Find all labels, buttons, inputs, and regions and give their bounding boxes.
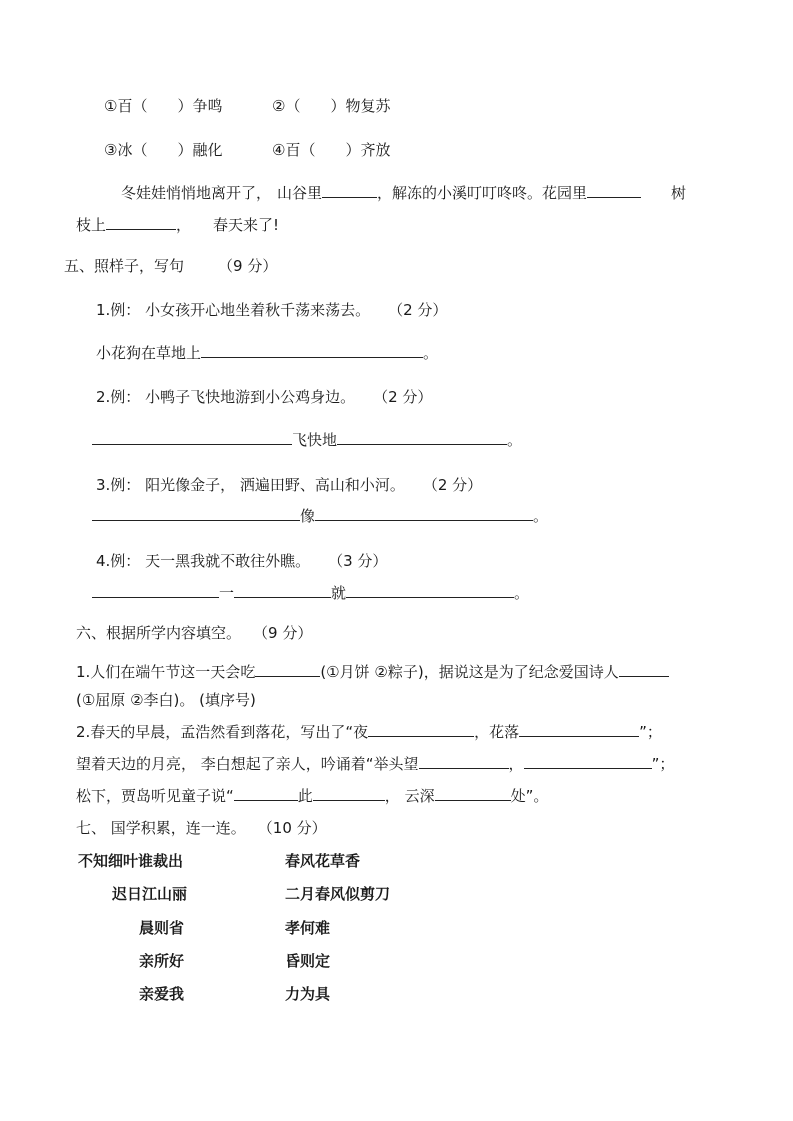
section-6-title: 六、根据所学内容填空。 （9 分） [76, 624, 313, 642]
blank[interactable] [519, 722, 639, 737]
s6-line-5: 松下，贾岛听见童子说“ 此 ， 云深 处”。 [76, 787, 549, 805]
s6-line-2: (①屈原 ②李白)。 (填序号) [76, 691, 256, 709]
s5-q3-answer: 像 。 [92, 506, 548, 526]
s6-line-4: 望着天边的月亮， 李白想起了亲人，吟诵着“举头望 ， ”； [76, 755, 675, 773]
blank[interactable] [524, 754, 652, 769]
s5-q2: 2.例： 小鸭子飞快地游到小公鸡身边。 （2 分） [96, 388, 433, 406]
match-left-5[interactable]: 亲爱我 [139, 985, 185, 1003]
blank[interactable] [234, 583, 331, 598]
match-right-2[interactable]: 二月春风似剪刀 [285, 885, 391, 903]
fill-word-c: ③冰（ ）融化 [104, 141, 223, 159]
blank[interactable] [337, 430, 507, 445]
match-right-1[interactable]: 春风花草香 [285, 852, 361, 870]
section-7-title: 七、 国学积累，连一连。 （10 分） [76, 819, 327, 837]
match-left-2[interactable]: 迟日江山丽 [112, 885, 188, 903]
blank[interactable] [234, 786, 298, 801]
blank[interactable] [419, 754, 509, 769]
blank[interactable] [587, 183, 641, 198]
passage-line-1: 冬娃娃悄悄地离开了， 山谷里 ，解冻的小溪叮叮咚咚。花园里 树 [121, 184, 687, 202]
match-left-3[interactable]: 晨则省 [139, 919, 185, 937]
blank[interactable] [313, 786, 385, 801]
section-5-title: 五、照样子，写句 （9 分） [64, 257, 278, 275]
blank[interactable] [315, 506, 533, 521]
fill-word-d: ④百（ ）齐放 [272, 141, 391, 159]
match-right-5[interactable]: 力为具 [285, 985, 331, 1003]
s5-q2-answer: 飞快地 。 [92, 430, 522, 450]
blank[interactable] [92, 430, 292, 445]
s6-line-1: 1.人们在端午节这一天会吃 (①月饼 ②粽子)，据说这是为了纪念爱国诗人 [76, 662, 669, 682]
blank[interactable] [92, 583, 219, 598]
passage-line-2: 枝上 ， 春天来了! [76, 216, 280, 234]
match-right-4[interactable]: 昏则定 [285, 952, 331, 970]
blank[interactable] [322, 183, 377, 198]
fill-word-b: ②（ ）物复苏 [272, 97, 391, 115]
blank[interactable] [106, 215, 176, 230]
s6-line-3: 2.春天的早晨，孟浩然看到落花，写出了“夜 ，花落 ”； [76, 723, 662, 741]
blank[interactable] [346, 583, 514, 598]
match-right-3[interactable]: 孝何难 [285, 919, 331, 937]
blank[interactable] [201, 343, 423, 358]
s5-q1-answer: 小花狗在草地上 。 [96, 344, 439, 362]
blank[interactable] [368, 722, 474, 737]
match-left-4[interactable]: 亲所好 [139, 952, 185, 970]
blank[interactable] [255, 662, 320, 677]
fill-word-a: ①百（ ）争鸣 [104, 97, 223, 115]
s5-q3: 3.例： 阳光像金子， 洒遍田野、高山和小河。 （2 分） [96, 476, 483, 494]
blank[interactable] [92, 506, 300, 521]
s5-q4: 4.例： 天一黑我就不敢往外瞧。 （3 分） [96, 552, 388, 570]
s5-q4-answer: 一 就 。 [92, 583, 529, 603]
blank[interactable] [435, 786, 511, 801]
match-left-1[interactable]: 不知细叶谁裁出 [78, 852, 184, 870]
s5-q1: 1.例： 小女孩开心地坐着秋千荡来荡去。 （2 分） [96, 301, 448, 319]
blank[interactable] [619, 662, 669, 677]
